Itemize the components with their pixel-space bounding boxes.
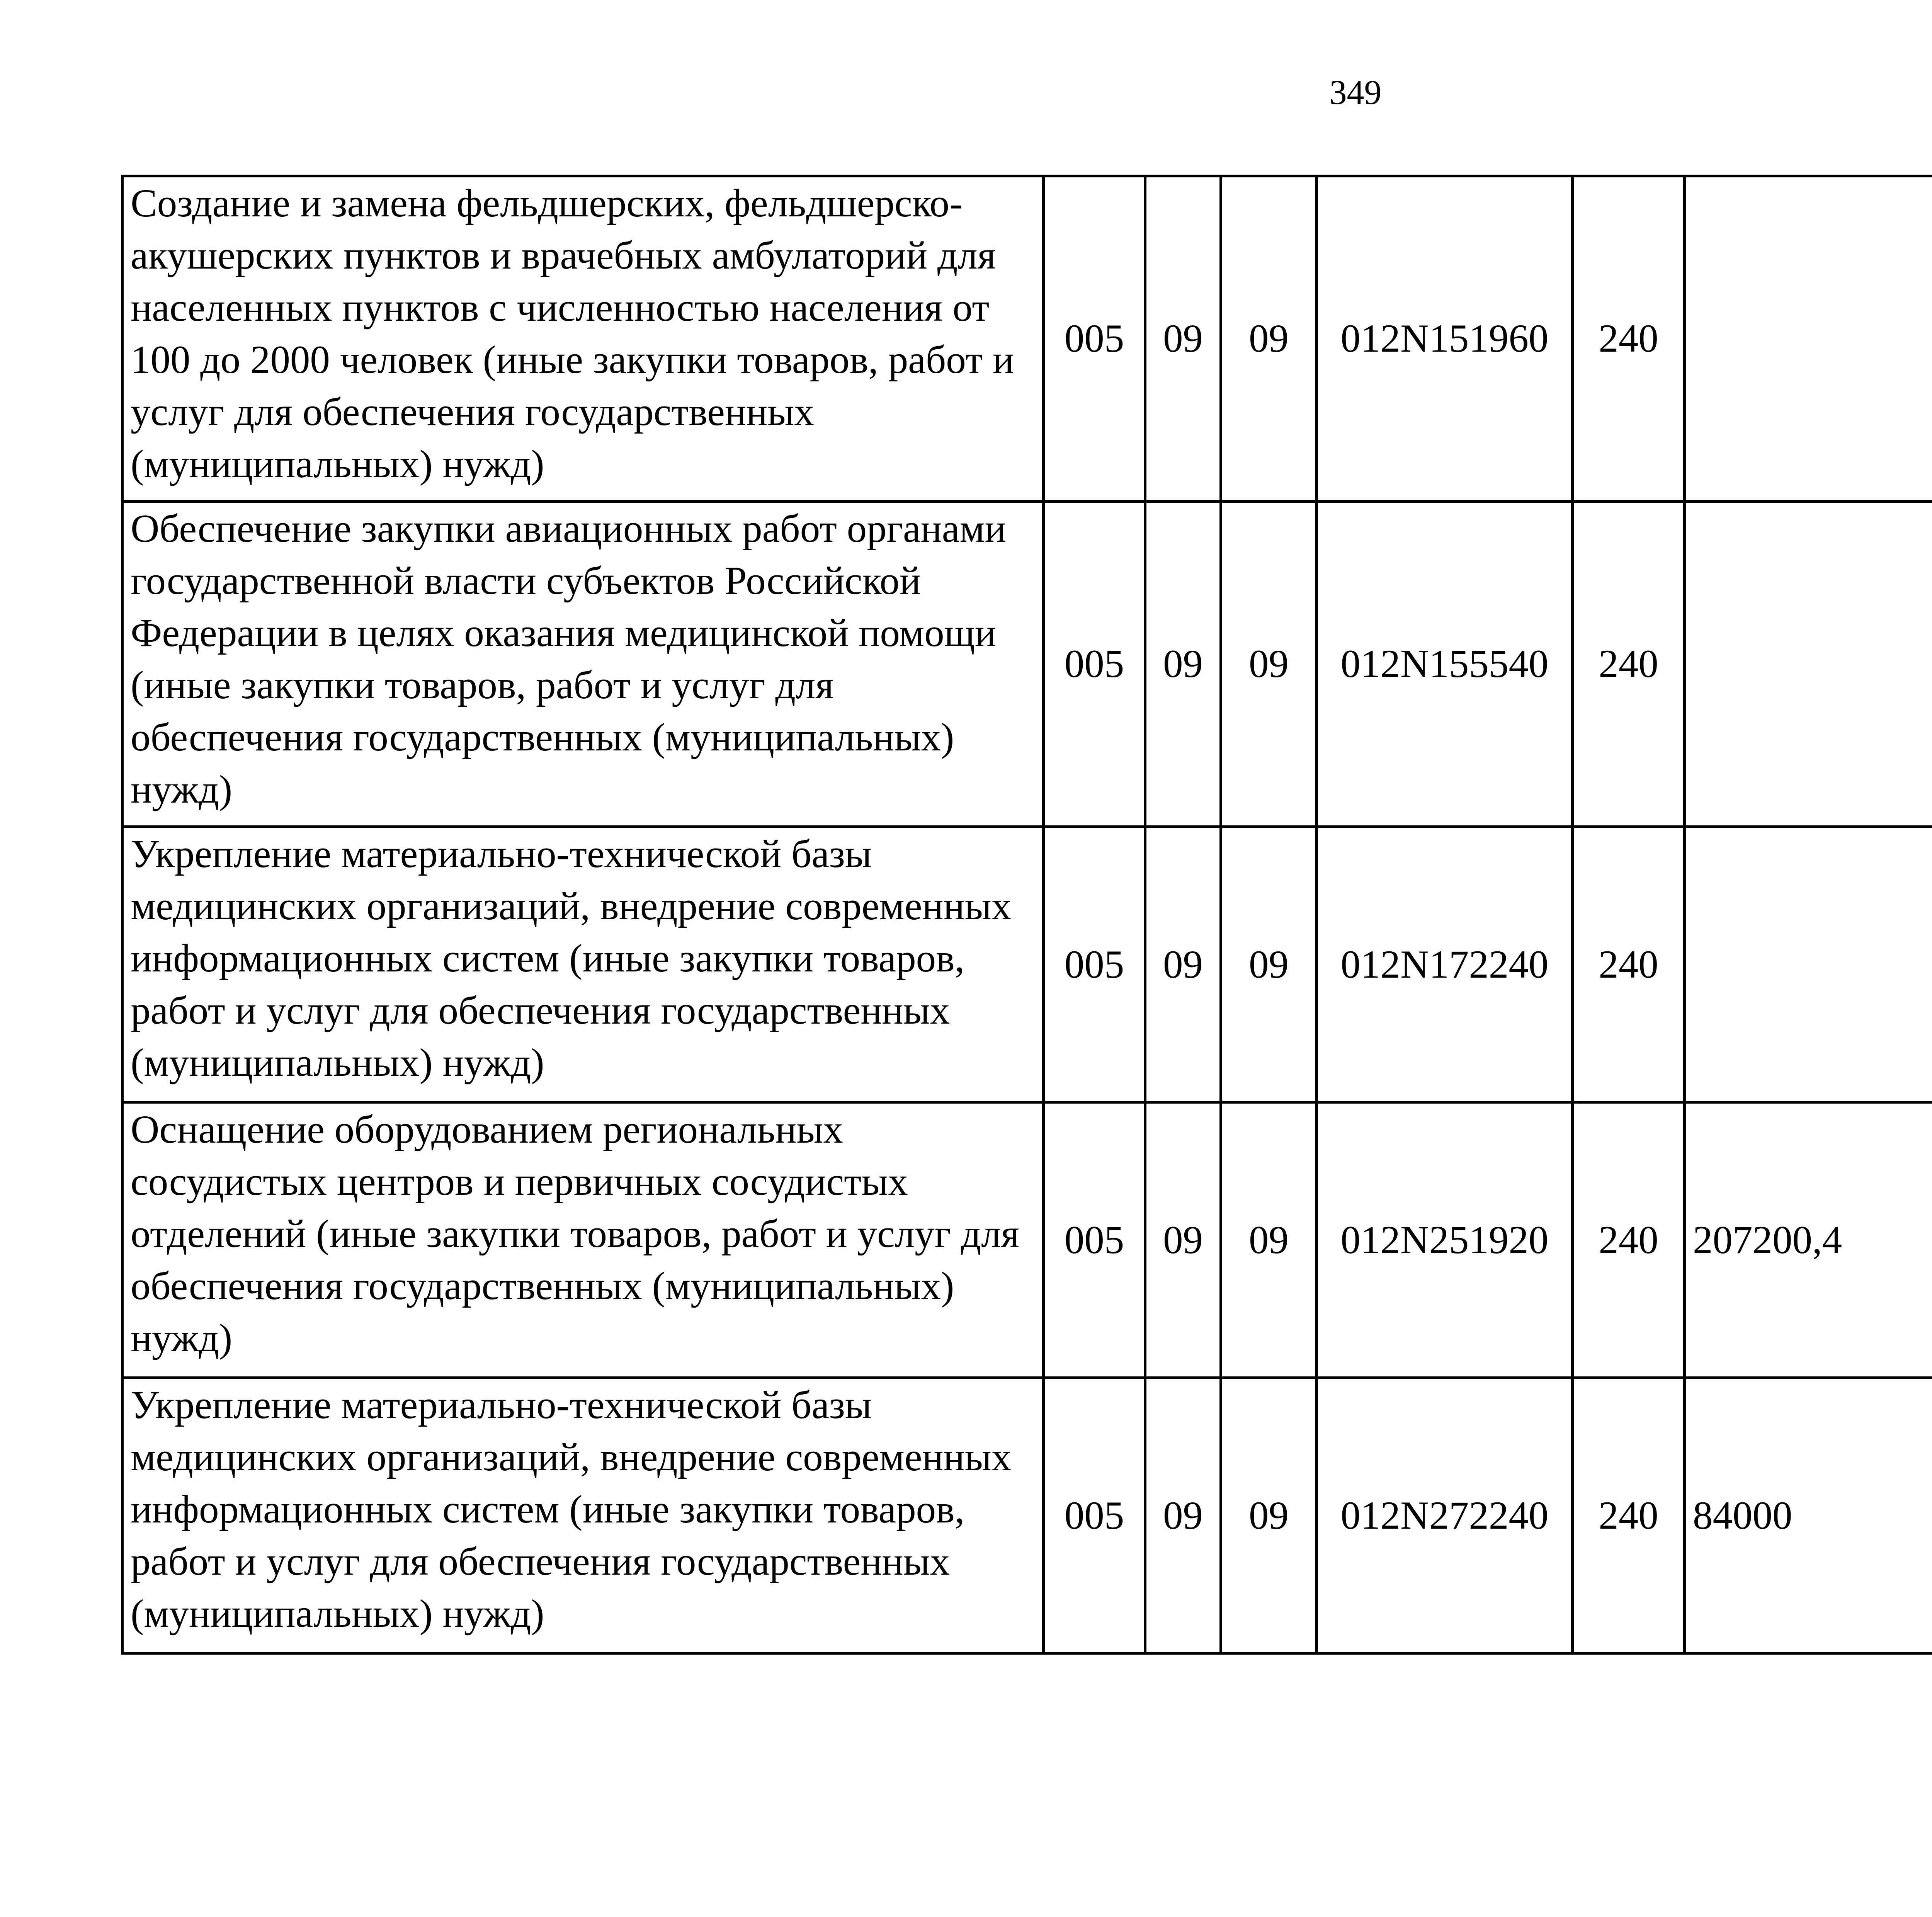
budget-table [121,175,1932,1655]
ministry-code: 005 [1044,176,1145,502]
target-article-code: 012N251920 [1317,1102,1573,1378]
table-row [122,502,1932,827]
subsection-code: 09 [1221,176,1317,502]
table-row [122,1102,1932,1378]
target-article-code: 012N155540 [1317,502,1573,827]
subsection-code: 09 [1221,1102,1317,1378]
subsection-code: 09 [1221,502,1317,827]
section-code: 09 [1145,1102,1221,1378]
ministry-code: 005 [1044,502,1145,827]
expense-type-code: 240 [1573,1378,1685,1653]
section-code: 09 [1145,1378,1221,1653]
table-row [122,827,1932,1102]
section-code: 09 [1145,827,1221,1102]
section-code: 09 [1145,176,1221,502]
target-article-code: 012N272240 [1317,1378,1573,1653]
target-article-code: 012N172240 [1317,827,1573,1102]
row-description: Оснащение оборудованием региональных сосудистых центров и первичных сосудистых отделений (иные закупки товаров, работ и услуг для обеспечения государственных (муниципальных) нужд) [122,1102,1044,1378]
expense-type-code: 240 [1573,827,1685,1102]
expense-type-code: 240 [1573,502,1685,827]
subsection-code: 09 [1221,1378,1317,1653]
row-description: Обеспечение закупки авиационных работ органами государственной власти субъектов Российской Федерации в целях оказания медицинской помощи (иные закупки товаров, работ и услуг для обеспечения государственных (муниципальных) нужд) [122,502,1044,827]
sum-year-1 [1685,176,1932,502]
sum-year-1: 84000 [1685,1378,1932,1653]
ministry-code: 005 [1044,1102,1145,1378]
page-number: 349 [1329,73,1382,112]
sum-year-1 [1685,502,1932,827]
target-article-code: 012N151960 [1317,176,1573,502]
table-row [122,1378,1932,1653]
sum-year-1 [1685,827,1932,1102]
section-code: 09 [1145,502,1221,827]
sum-year-1: 207200,4 [1685,1102,1932,1378]
subsection-code: 09 [1221,827,1317,1102]
row-description: Укрепление материально-технической базы медицинских организаций, внедрение современных информационных систем (иные закупки товаров, работ и услуг для обеспечения государственных (муниципальных) нужд) [122,827,1044,1102]
row-description: Укрепление материально-технической базы медицинских организаций, внедрение современных информационных систем (иные закупки товаров, работ и услуг для обеспечения государственных (муниципальных) нужд) [122,1378,1044,1653]
expense-type-code: 240 [1573,176,1685,502]
expense-type-code: 240 [1573,1102,1685,1378]
ministry-code: 005 [1044,1378,1145,1653]
ministry-code: 005 [1044,827,1145,1102]
row-description: Создание и замена фельдшерских, фельдшерско-акушерских пунктов и врачебных амбулаторий для населенных пунктов с численностью населения от 100 до 2000 человек (иные закупки товаров, работ и услуг для обеспечения государственных (муниципальных) нужд) [122,176,1044,502]
table-row [122,176,1932,502]
